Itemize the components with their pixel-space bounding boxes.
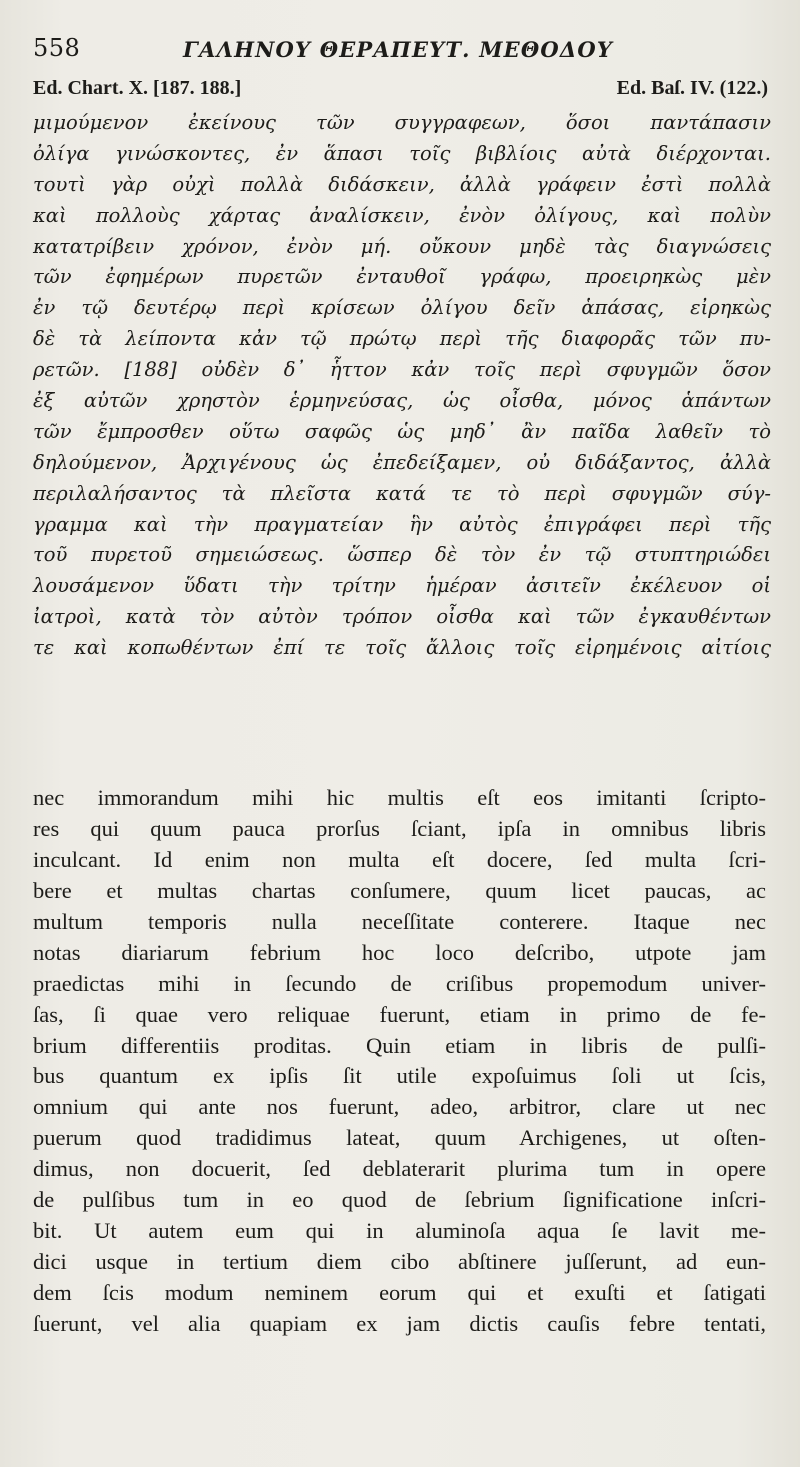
latin-line: ſuerunt, vel alia quapiam ex jam dictis cauſis febre tentati, bbox=[33, 1310, 766, 1336]
greek-line: μιμούμενον ἐκείνους τῶν συγγραφεων, ὅσοι παντάπασιν bbox=[33, 111, 771, 134]
greek-line: καὶ πολλοὺς χάρτας ἀναλίσκειν, ἐνὸν ὀλίγους, καὶ πολὺν bbox=[33, 203, 771, 227]
latin-line: inculcant. Id enim non multa eſt docere, ſed multa ſcri- bbox=[33, 846, 766, 872]
greek-line: λουσάμενον ὕδατι τὴν τρίτην ἡμέραν ἀσιτεῖν ἐκέλευον οἱ bbox=[33, 574, 771, 598]
greek-line: γραμμα καὶ τὴν πραγματείαν ἣν αὐτὸς ἐπιγράφει περὶ τῆς bbox=[33, 512, 771, 536]
greek-line: ὀλίγα γινώσκοντες, ἐν ἅπασι τοῖς βιβλίοις αὐτὰ διέρχονται. bbox=[33, 141, 771, 165]
greek-text-block bbox=[33, 108, 771, 664]
latin-line: res qui quum pauca prorſus ſciant, ipſa in omnibus libris bbox=[33, 815, 766, 841]
running-title: ΓΑΛΗΝΟΥ ΘΕΡΑΠΕΥΤ. ΜΕΘΟΔΟΥ bbox=[183, 37, 614, 62]
latin-line: bit. Ut autem eum qui in aluminoſa aqua ſe lavit me- bbox=[33, 1218, 766, 1244]
latin-line: de pulſibus tum in eo quod de ſebrium ſignificatione inſcri- bbox=[33, 1187, 766, 1213]
latin-line: nec immorandum mihi hic multis eſt eos imitanti ſcripto- bbox=[33, 785, 766, 810]
greek-line: ρετῶν. [188] οὐδὲν δ᾽ ἧττον κἀν τοῖς περὶ σφυγμῶν ὅσον bbox=[33, 358, 771, 382]
edition-references bbox=[33, 77, 768, 103]
greek-line: δηλούμενον, Ἀρχιγένους ὡς ἐπεδείξαμεν, οὐ διδάξαντος, ἀλλὰ bbox=[33, 450, 771, 474]
latin-line: praedictas mihi in ſecundo de criſibus propemodum univer- bbox=[33, 970, 766, 996]
latin-line: omnium qui ante nos fuerunt, adeo, arbitror, clare ut nec bbox=[33, 1094, 766, 1120]
latin-line: bere et multas chartas conſumere, quum licet paucas, ac bbox=[33, 877, 766, 903]
greek-line: τῶν ἐφημέρων πυρετῶν ἐνταυθοῖ γράφω, προειρηκὼς μὲν bbox=[33, 265, 771, 289]
latin-line: brium differentiis proditas. Quin etiam in libris de pulſi- bbox=[33, 1032, 766, 1058]
latin-line: puerum quod tradidimus lateat, quum Archigenes, ut oſten- bbox=[33, 1125, 766, 1151]
edition-basel-ref: Ed. Baſ. IV. (122.) bbox=[616, 77, 768, 99]
greek-line: τουτὶ γὰρ οὐχὶ πολλὰ διδάσκειν, ἀλλὰ γράφειν ἐστὶ πολλὰ bbox=[33, 172, 771, 196]
greek-line: τε καὶ κοπωθέντων ἐπί τε τοῖς ἄλλοις τοῖς εἰρημένοις αἰτίοις bbox=[33, 636, 771, 660]
latin-line: ſas, ſi quae vero reliquae fuerunt, etiam in primo de fe- bbox=[33, 1001, 766, 1027]
latin-line: dem ſcis modum neminem eorum qui et exuſti et ſatigati bbox=[33, 1280, 766, 1305]
page-header bbox=[33, 34, 773, 68]
greek-line: ἐν τῷ δευτέρῳ περὶ κρίσεων ὀλίγου δεῖν ἁπάσας, εἰρηκὼς bbox=[33, 296, 771, 320]
greek-line: περιλαλήσαντος τὰ πλεῖστα κατά τε τὸ περὶ σφυγμῶν σύγ- bbox=[33, 481, 771, 505]
greek-line: δὲ τὰ λείποντα κἀν τῷ πρώτῳ περὶ τῆς διαφορᾶς τῶν πυ- bbox=[33, 327, 771, 351]
latin-text-block bbox=[33, 783, 766, 1340]
greek-line: τῶν ἔμπροσθεν οὕτω σαφῶς ὡς μηδ᾽ ἂν παῖδα λαθεῖν τὸ bbox=[33, 419, 771, 443]
latin-line: bus quantum ex ipſis ſit utile expoſuimus ſoli ut ſcis, bbox=[33, 1063, 766, 1089]
edition-chartier-ref: Ed. Chart. X. [187. 188.] bbox=[33, 77, 242, 99]
greek-line: ἰατροὶ, κατὰ τὸν αὐτὸν τρόπον οἶσθα καὶ τῶν ἐγκαυθέντων bbox=[33, 605, 771, 629]
latin-line: notas diariarum febrium hoc loco deſcribo, utpote jam bbox=[33, 939, 766, 965]
greek-line: ἐξ αὐτῶν χρηστὸν ἑρμηνεύσας, ὡς οἶσθα, μόνος ἁπάντων bbox=[33, 389, 771, 413]
latin-line: dimus, non docuerit, ſed deblaterarit plurima tum in opere bbox=[33, 1156, 766, 1182]
page-number: 558 bbox=[33, 34, 81, 62]
latin-line: multum temporis nulla neceſſitate conterere. Itaque nec bbox=[33, 908, 766, 934]
greek-line: τοῦ πυρετοῦ σημειώσεως. ὥσπερ δὲ τὸν ἐν τῷ στυπτηριώδει bbox=[33, 543, 771, 567]
latin-line: dici usque in tertium diem cibo abſtinere juſſerunt, ad eun- bbox=[33, 1249, 766, 1275]
greek-line: κατατρίβειν χρόνον, ἐνὸν μή. οὔκουν μηδὲ τὰς διαγνώσεις bbox=[33, 234, 771, 258]
